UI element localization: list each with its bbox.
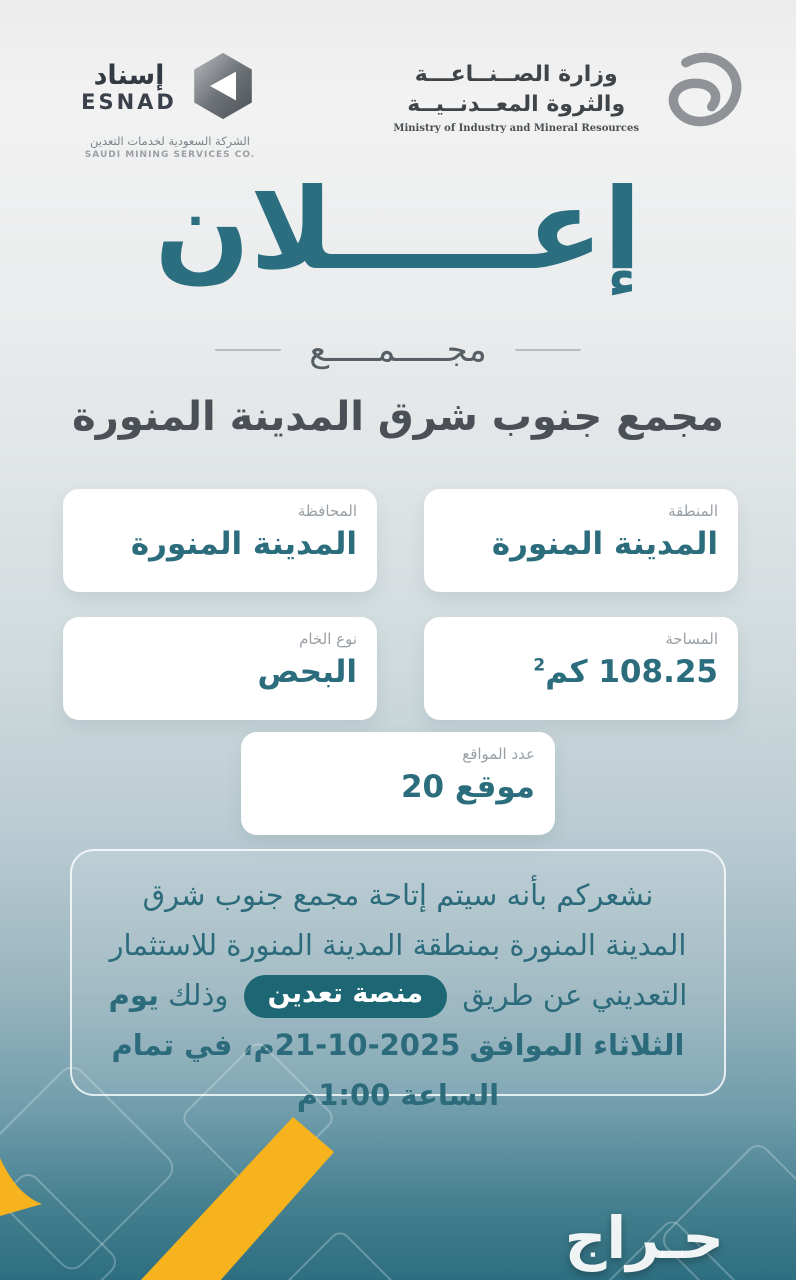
complex-name-heading: مجمع جنوب شرق المدينة المنورة <box>72 394 724 440</box>
ministry-name-english: Ministry of Industry and Mineral Resources <box>393 123 639 135</box>
region-value: المدينة المنورة <box>491 526 718 562</box>
notice-day-bold: يوم الثلاثاء الموافق <box>108 977 685 1062</box>
esnad-subtitle-arabic: الشركة السعودية لخدمات التعدين <box>89 134 250 148</box>
subtitle-left-dash <box>215 349 281 351</box>
ministry-logo <box>393 46 748 142</box>
notice-text-intro: نشعركم بأنه سيتم إتاحة مجمع جنوب شرق المدينة المنورة بمنطقة المدينة المنورة للاستثمار التعديني عن طريق <box>109 878 688 1012</box>
esnad-subtitle-english: SAUDI MINING SERVICES CO. <box>84 150 256 160</box>
governorate-value: المدينة المنورة <box>130 526 357 562</box>
subtitle-right-dash <box>515 349 581 351</box>
notice-date-time-bold: 2025-10-21م، في تمام الساعة 1:00م <box>111 1027 500 1112</box>
esnad-arabic-name: إسناد <box>93 59 165 91</box>
subtitle-row <box>0 330 796 370</box>
sites-count-label: عدد المواقع <box>462 745 535 763</box>
esnad-hexagon-icon <box>187 50 259 126</box>
sites-count-value: 20 موقع <box>400 769 535 805</box>
subtitle-text: مجـــــمـــــع <box>309 330 487 370</box>
governorate-label: المحافظة <box>297 502 357 520</box>
haraj-watermark: حـراج <box>564 1204 724 1272</box>
area-value <box>444 655 718 691</box>
ministry-name-line1: وزارة الصــنــاعـــة <box>414 62 618 87</box>
esnad-logo <box>70 50 270 160</box>
notice-text-middle: وذلك <box>168 977 229 1012</box>
notice-box <box>70 849 726 1112</box>
page-title: إعـــــلان <box>154 165 642 295</box>
ministry-emblem-icon <box>653 46 748 142</box>
area-label: المساحة <box>665 630 718 648</box>
governorate-card <box>63 489 377 592</box>
ore-type-label: نوع الخام <box>299 630 357 648</box>
sites-count-card <box>241 732 555 835</box>
area-card <box>424 617 738 720</box>
ore-type-card <box>63 617 377 720</box>
ministry-name-line2: والثروة المعــدنــيــة <box>407 91 626 117</box>
region-label: المنطقة <box>668 502 718 520</box>
yellow-corner-shape <box>0 1158 42 1216</box>
area-value-number: 108.25 كم <box>545 654 718 690</box>
region-card <box>424 489 738 592</box>
taadeen-platform-badge: منصة تعدين <box>244 975 448 1018</box>
ore-type-value: البحص <box>257 654 357 690</box>
area-unit-superscript: 2 <box>533 655 546 676</box>
yellow-stripe <box>139 1117 334 1280</box>
esnad-latin-name: ESNAD <box>81 90 177 115</box>
